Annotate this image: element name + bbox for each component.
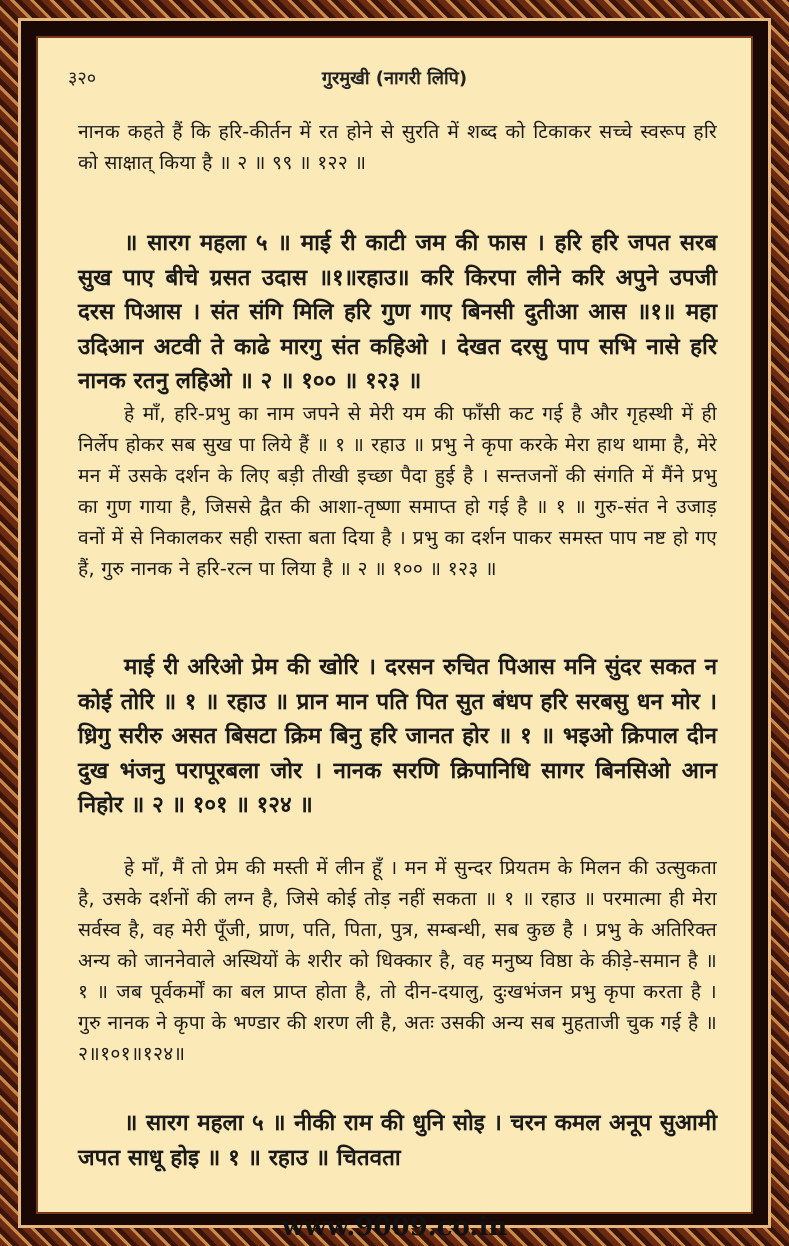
hindi-translation: हे माँ, मैं तो प्रेम की मस्ती में लीन हूँ । मन में सुन्दर प्रियतम के मिलन की उत्सुकता है, उसके दर्शनों की लग्न है, जिसे कोई तोड़ नहीं सकता ॥ १ ॥ रहाउ ॥ परमात्मा ही मेरा सर्वस्व है, वह मेरी पूँजी, प्राण, पति, पिता, पुत्र, सम्बन्धी, सब कुछ है । प्रभु के अतिरिक्त अन्य को जाननेवाले अस्थियों के शरीर को धिक्कार है, वह मनुष्य विष्ठा के कीड़े-समान है ॥ १ ॥ जब पूर्वकर्मों का बल प्राप्त होता है, तो दीन-दयालु, दुःखभंजन प्रभु कृपा करता है । गुरु नानक ने कृपा के भण्डार की शरण ली है, अतः उसकी अन्य सब मुहताजी चुक गई है ॥२॥१०१॥१२४॥	[78, 856, 717, 1065]
running-title: गुरमुखी (नागरी लिपि)	[321, 68, 468, 89]
website-url: www.9009.co.in	[281, 1212, 508, 1242]
book-page	[36, 36, 753, 1214]
page-number: ३२०	[68, 68, 97, 89]
page-header	[68, 66, 721, 96]
hindi-translation: नानक कहते हैं कि हरि-कीर्तन में रत होने से सुरति में शब्द को टिकाकर सच्चे स्वरूप हरि को साक्षात् किया है ॥ २ ॥ ९९ ॥ १२२ ॥	[78, 120, 717, 174]
gurbani-verse: ॥ सारग महला ५ ॥ माई री काटी जम की फास । हरि हरि जपत सरब सुख पाए बीचे ग्रसत उदास ॥१॥रहाउ॥ करि किरपा लीने करि अपुने उपजी दरस पिआस । संत संगि मिलि हरि गुण गाए बिनसी दुतीआ आस ॥१॥ महा उदिआन अटवी ते काढे मारगु संत कहिओ । देखत दरसु पाप सभि नासे हरि नानक रतनु लहिओ ॥ २ ॥ १०० ॥ १२३ ॥	[78, 230, 717, 394]
gurbani-verse: ॥ सारग महला ५ ॥ नीकी राम की धुनि सोइ । चरन कमल अनूप सुआमी जपत साधू होइ ॥ १ ॥ रहाउ ॥ चितवता	[78, 1110, 717, 1171]
gurbani-verse: माई री अरिओ प्रेम की खोरि । दरसन रुचित पिआस मनि सुंदर सकत न कोई तोरि ॥ १ ॥ रहाउ ॥ प्रान मान पति पित सुत बंधप हरि सरबसु धन मोर । ध्रिगु सरीरु असत बिसटा क्रिम बिनु हरि जानत होर ॥ १ ॥ भइओ क्रिपाल दीन दुख भंजनु परापूरबला जोर । नानक सरणि क्रिपानिधि सागर बिनसिओ आन निहोर ॥ २ ॥ १०१ ॥ १२४ ॥	[78, 654, 717, 818]
hindi-translation: हे माँ, हरि-प्रभु का नाम जपने से मेरी यम की फाँसी कट गई है और गृहस्थी में ही निर्लेप होकर सब सुख पा लिये हैं ॥ १ ॥ रहाउ ॥ प्रभु ने कृपा करके मेरा हाथ थामा है, मेरे मन में उसके दर्शन के लिए बड़ी तीखी इच्छा पैदा हुई है । सन्तजनों की संगति में मैंने प्रभु का गुण गाया है, जिससे द्वैत की आशा-तृष्णा समाप्त हो गई है ॥ १ ॥ गुरु-संत ने उजाड़ वनों में से निकालकर सही रास्ता बता दिया है । प्रभु का दर्शन पाकर समस्त पाप नष्ट हो गए हैं, गुरु नानक ने हरि-रत्न पा लिया है ॥ २ ॥ १०० ॥ १२३ ॥	[78, 402, 717, 580]
